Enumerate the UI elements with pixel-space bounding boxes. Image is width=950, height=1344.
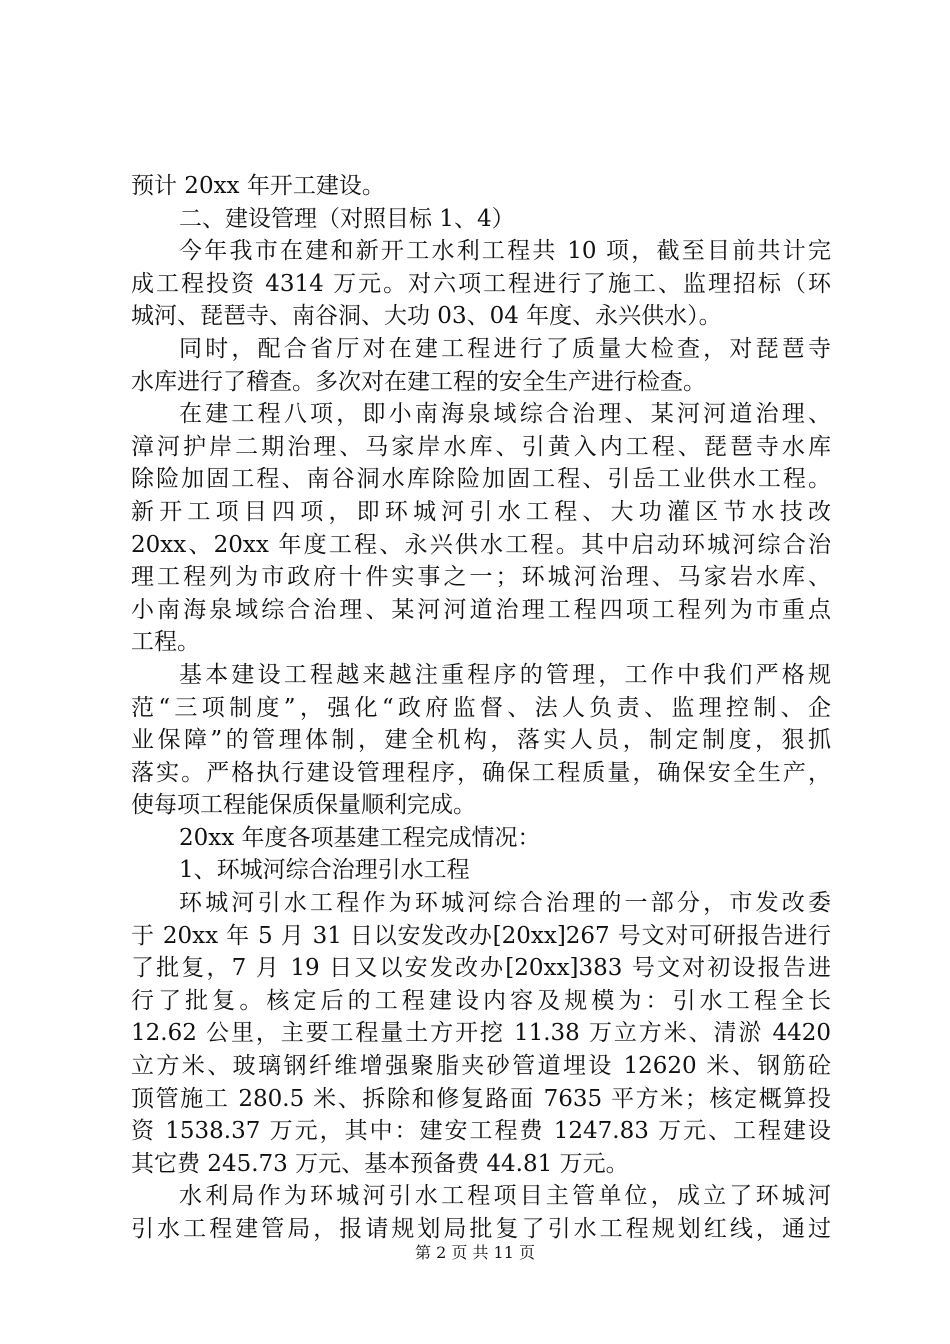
document-body bbox=[131, 170, 831, 1246]
text-line: 二、建设管理（对照目标 1、4） bbox=[179, 205, 515, 232]
text-line: 除险加固工程、南谷洞水库除险加固工程、引岳工业供水工程。 bbox=[131, 466, 831, 493]
text-line: 于 20xx 年 5 月 31 日以安发改办[20xx]267 号文对可研报告进行 bbox=[131, 922, 831, 949]
text-line: 成工程投资 4314 万元。对六项工程进行了施工、监理招标（环 bbox=[131, 270, 831, 297]
text-line: 落实。严格执行建设管理程序，确保工程质量，确保安全生产， bbox=[131, 759, 831, 786]
text-line: 使每项工程能保质保量顺利完成。 bbox=[131, 792, 476, 819]
text-line: 小南海泉域综合治理、某河河道治理工程四项工程列为市重点 bbox=[131, 596, 831, 623]
text-line: 了批复，7 月 19 日又以安发改办[20xx]383 号文对初设报告进 bbox=[131, 955, 831, 982]
text-line: 工程。 bbox=[131, 629, 200, 656]
text-line: 基本建设工程越来越注重程序的管理，工作中我们严格规 bbox=[179, 661, 831, 688]
text-line: 水库进行了稽查。多次对在建工程的安全生产进行检查。 bbox=[131, 368, 706, 395]
text-line: 立方米、玻璃钢纤维增强聚脂夹砂管道埋设 12620 米、钢筋砼 bbox=[131, 1053, 831, 1080]
text-line: 新开工项目四项，即环城河引水工程、大功灌区节水技改 bbox=[131, 498, 831, 525]
text-line: 12.62 公里，主要工程量土方开挖 11.38 万立方米、清淤 4420 bbox=[131, 1020, 831, 1047]
text-line: 同时，配合省厅对在建工程进行了质量大检查，对琵琶寺 bbox=[179, 335, 831, 362]
text-line: 今年我市在建和新开工水利工程共 10 项，截至目前共计完 bbox=[179, 238, 831, 265]
text-line: 漳河护岸二期治理、马家岸水库、引黄入内工程、琵琶寺水库 bbox=[131, 433, 831, 460]
text-line: 顶管施工 280.5 米、拆除和修复路面 7635 平方米；核定概算投 bbox=[131, 1085, 831, 1112]
text-line: 水利局作为环城河引水工程项目主管单位，成立了环城河 bbox=[179, 1183, 831, 1210]
text-line: 其它费 245.73 万元、基本预备费 44.81 万元。 bbox=[131, 1150, 629, 1177]
text-line: 在建工程八项，即小南海泉域综合治理、某河河道治理、 bbox=[179, 401, 831, 428]
text-line: 预计 20xx 年开工建设。 bbox=[131, 173, 385, 199]
text-line: 范“三项制度”，强化“政府监督、法人负责、监理控制、企 bbox=[131, 694, 831, 721]
page-footer: 第 2 页 共 11 页 bbox=[415, 1243, 535, 1262]
text-line: 引水工程建管局，报请规划局批复了引水工程规划红线，通过 bbox=[131, 1216, 831, 1242]
text-line: 1、环城河综合治理引水工程 bbox=[179, 857, 470, 884]
text-line: 行了批复。核定后的工程建设内容及规模为：引水工程全长 bbox=[131, 987, 831, 1014]
text-line: 资 1538.37 万元，其中：建安工程费 1247.83 万元、工程建设 bbox=[131, 1118, 831, 1145]
text-line: 理工程列为市政府十件实事之一；环城河治理、马家岩水库、 bbox=[131, 564, 831, 591]
text-line: 20xx、20xx 年度工程、永兴供水工程。其中启动环城河综合治 bbox=[131, 531, 831, 558]
text-line: 业保障”的管理体制，建全机构，落实人员，制定制度，狠抓 bbox=[131, 727, 831, 754]
text-line: 环城河引水工程作为环城河综合治理的一部分，市发改委 bbox=[179, 890, 831, 917]
text-line: 城河、琵琶寺、南谷洞、大功 03、04 年度、永兴供水）。 bbox=[131, 303, 722, 330]
text-line: 20xx 年度各项基建工程完成情况： bbox=[179, 824, 541, 851]
